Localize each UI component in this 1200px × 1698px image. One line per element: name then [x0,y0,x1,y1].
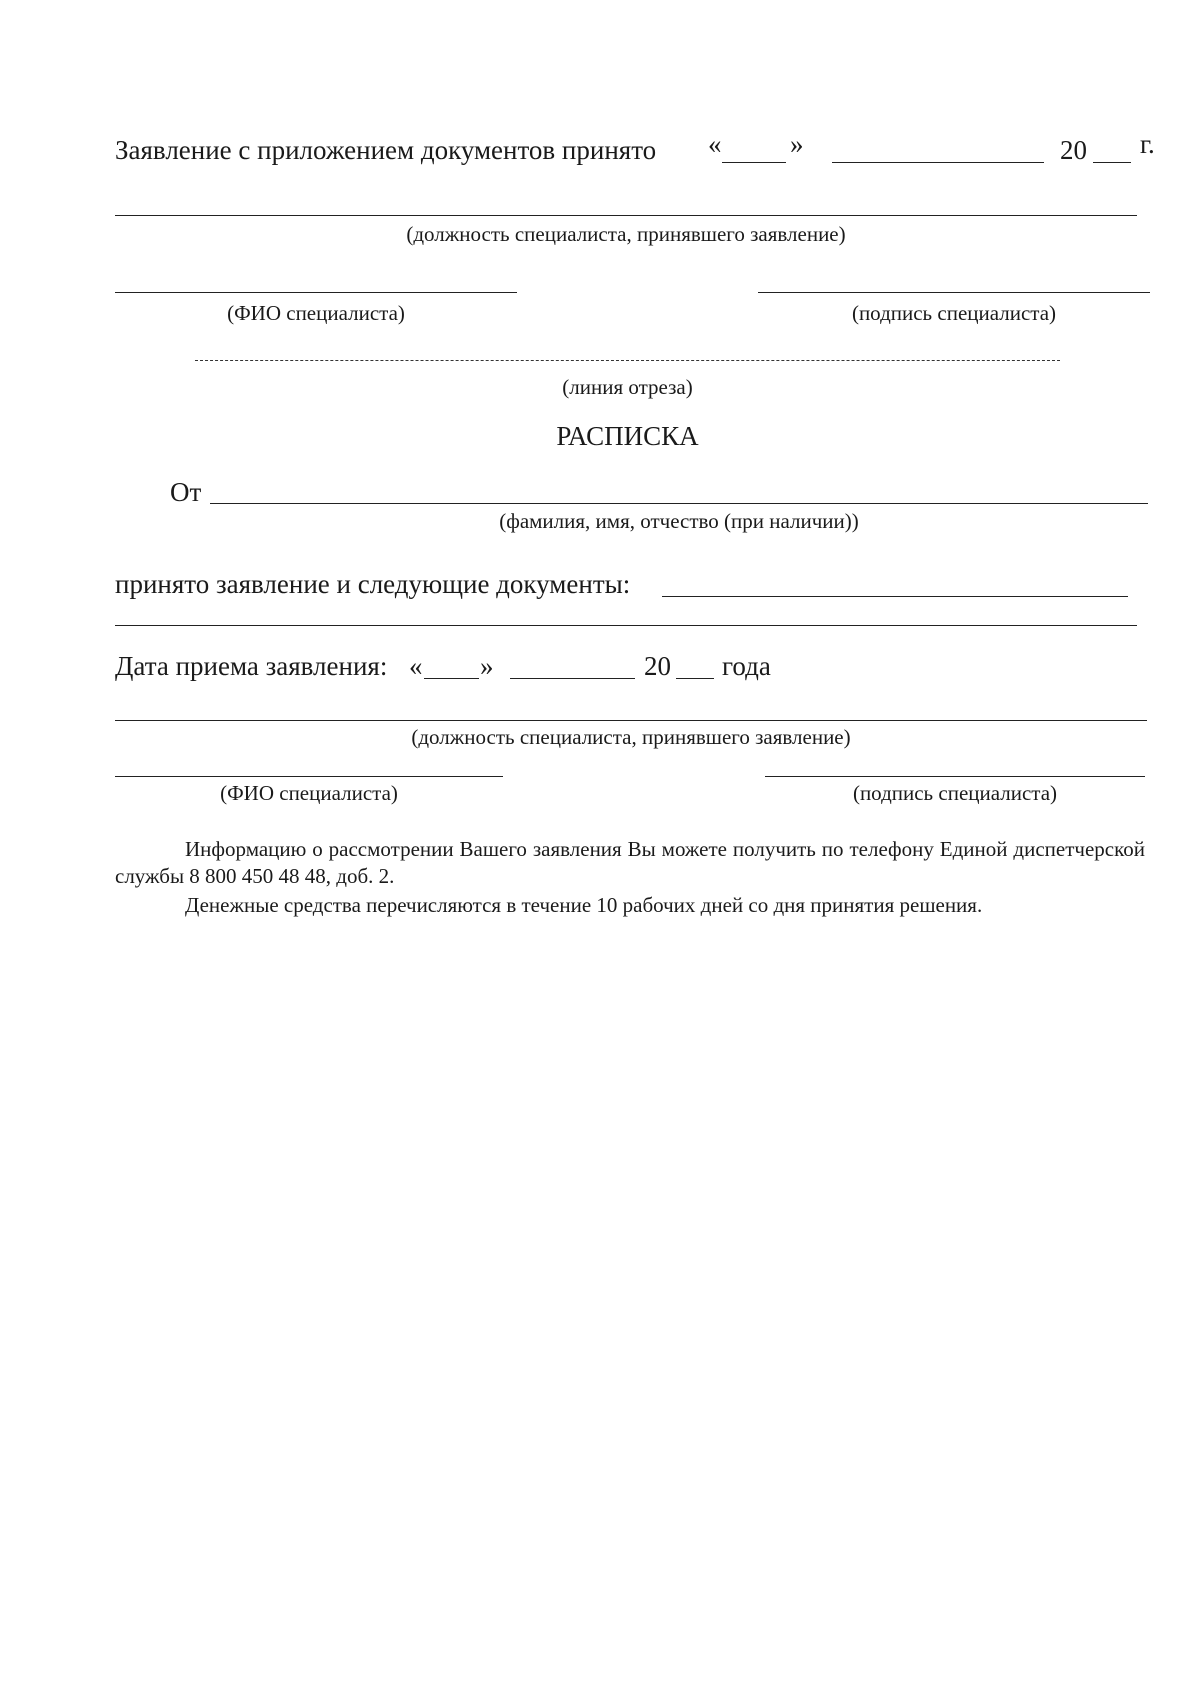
receipt-title: РАСПИСКА [556,421,699,451]
close-quote: » [790,129,804,159]
position-field-2[interactable] [115,720,1147,721]
cut-line [195,360,1060,361]
year-suffix: г. [1140,129,1155,159]
date-close-quote: » [480,651,494,681]
info-paragraph-1: Информацию о рассмотрении Вашего заявления Вы можете получить по телефону Единой диспетчерской службы 8 800 450 48 48, доб. 2. [115,837,1145,888]
signature-caption-1: (подпись специалиста) [851,301,1057,325]
fio-caption-2: (ФИО специалиста) [220,781,398,805]
signature-caption-2: (подпись специалиста) [852,781,1058,805]
documents-label: принято заявление и следующие документы: [115,569,631,599]
signature-field-1[interactable] [758,292,1150,293]
year-prefix: 20 [1060,135,1087,165]
date-year-prefix: 20 [644,651,671,681]
documents-field-1[interactable] [662,596,1128,597]
info-paragraph-2: Денежные средства перечисляются в течение 10 рабочих дней со дня принятия решения. [185,893,983,917]
date-month-blank[interactable] [510,678,635,679]
full-name-caption: (фамилия, имя, отчество (при наличии)) [499,509,859,533]
from-label: От [170,477,202,507]
month-blank[interactable] [832,162,1044,163]
documents-field-2[interactable] [115,625,1137,626]
signature-field-2[interactable] [765,776,1145,777]
position-caption-1: (должность специалиста, принявшего заявление) [406,222,846,246]
full-name-field[interactable] [210,503,1148,504]
date-open-quote: « [409,651,423,681]
date-label: Дата приема заявления: [115,651,388,681]
date-year-suffix: года [722,651,771,681]
day-blank[interactable] [722,162,786,163]
position-field-1[interactable] [115,215,1137,216]
fio-field-1[interactable] [115,292,517,293]
position-caption-2: (должность специалиста, принявшего заявление) [411,725,851,749]
cut-line-caption: (линия отреза) [562,375,693,399]
acceptance-label: Заявление с приложением документов принято [115,135,657,165]
date-year-blank[interactable] [676,678,714,679]
date-day-blank[interactable] [424,678,479,679]
year-blank[interactable] [1093,162,1131,163]
fio-caption-1: (ФИО специалиста) [227,301,405,325]
open-quote: « [708,129,722,159]
fio-field-2[interactable] [115,776,503,777]
